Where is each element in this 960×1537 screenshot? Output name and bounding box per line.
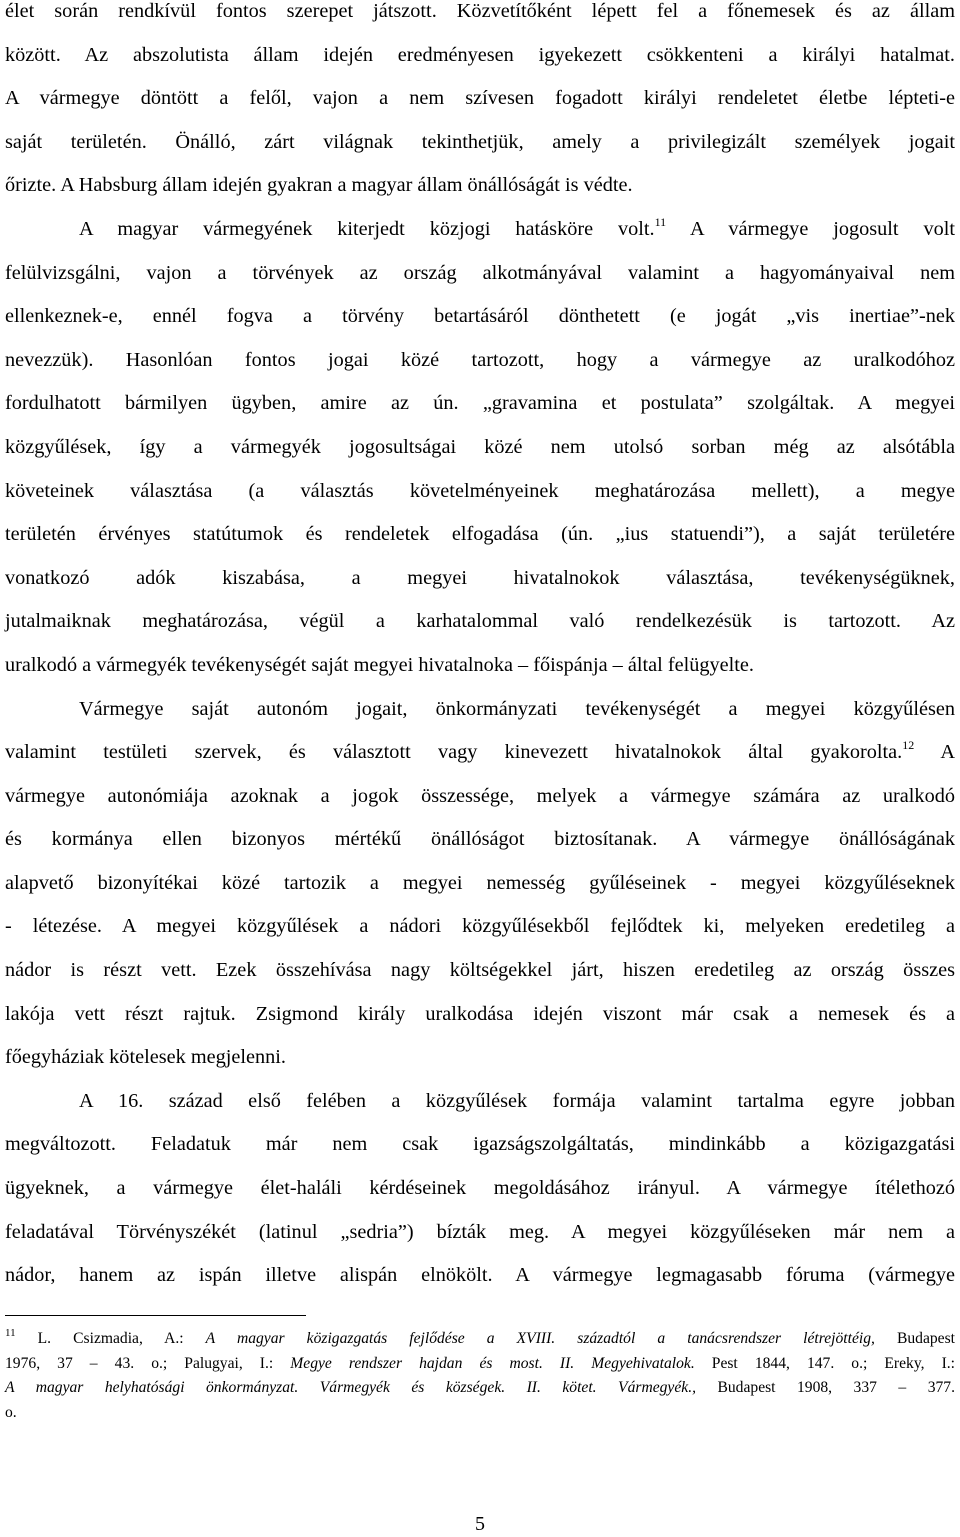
text-line: közgyűlések, így a vármegyék jogosultságai közé nem utolsó sorban még az alsótábla <box>5 435 955 458</box>
text-line: vonatkozó adók kiszabása, a megyei hivatalnokok választása, tevékenységüknek, <box>5 566 955 589</box>
footnote-line <box>5 1376 955 1401</box>
text-line: felülvizsgálni, vajon a törvények az ország alkotmányával valamint a hagyományaival nem <box>5 261 955 284</box>
footnote-title: A magyar közigazgatás fejlődése a XVIII. századtól a tanácsrendszer létrejöttéig, <box>205 1330 875 1347</box>
footnote-line: o. <box>5 1403 17 1421</box>
text-line: vármegye autonómiája azoknak a jogok összessége, melyek a vármegye számára az uralkodó <box>5 784 955 807</box>
text-line: A 16. század első felében a közgyűlések formája valamint tartalma egyre jobban <box>79 1089 955 1112</box>
footnote-text: L. Csizmadia, A.: <box>15 1330 206 1347</box>
text-line <box>5 208 955 252</box>
footnote-line <box>5 1352 955 1377</box>
paragraph-1 <box>5 0 955 208</box>
paragraph-4 <box>5 1080 955 1298</box>
footnote-title: A magyar helyhatósági önkormányzat. Vármegyék és községek. II. kötet. Vármegyék., <box>5 1379 696 1396</box>
text-line: Vármegye saját autonóm jogait, önkormányzati tevékenységét a megyei közgyűlésen <box>79 697 955 720</box>
text-line: nevezzük). Hasonlóan fontos jogai közé tartozott, hogy a vármegye az uralkodóhoz <box>5 348 955 371</box>
text-line: őrizte. A Habsburg állam idején gyakran a magyar állam önállóságát is védte. <box>5 174 633 197</box>
text-line: feladatával Törvényszékét (latinul „sedria”) bízták meg. A megyei közgyűléseken már nem a <box>5 1220 955 1243</box>
paragraph-2 <box>5 208 955 688</box>
document-page <box>5 0 955 1537</box>
text-line: élet során rendkívül fontos szerepet játszott. Közvetítőként lépett fel a főnemesek és az állam <box>5 0 955 22</box>
text-segment: A magyar vármegyének kiterjedt közjogi hatásköre volt. <box>79 217 655 240</box>
text-line: lakója vett részt rajtuk. Zsigmond király uralkodása idején viszont már csak a nemesek és a <box>5 1002 955 1025</box>
footnote-line <box>5 1327 955 1352</box>
footnote-reference-11[interactable]: 11 <box>654 214 667 229</box>
text-line: főegyháziak kötelesek megjelenni. <box>5 1046 287 1069</box>
text-line: követeinek választása (a választás követelményeinek meghatározása mellett), a megye <box>5 479 955 502</box>
text-line: - létezése. A megyei közgyűlések a nádori közgyűlésekből fejlődtek ki, melyeken eredetileg a <box>5 915 955 938</box>
text-line: között. Az abszolutista állam idején eredményesen igyekezett csökkenteni a királyi hatalmat. <box>5 43 955 66</box>
text-line: fordulhatott bármilyen ügyben, amire az ún. „gravamina et postulata” szolgáltak. A megyei <box>5 392 955 415</box>
text-line <box>5 731 955 775</box>
footnote-separator <box>5 1315 306 1316</box>
text-line: saját területén. Önálló, zárt világnak tekinthetjük, amely a privilegizált személyek jogait <box>5 130 955 153</box>
text-line: jutalmaiknak meghatározása, végül a karhatalommal való rendelkezésük is tartozott. Az <box>5 610 955 633</box>
text-segment: A <box>914 741 955 764</box>
text-line: uralkodó a vármegyék tevékenységét saját megyei hivatalnoka – főispánja – által felügyelte. <box>5 653 754 676</box>
text-line: és kormánya ellen bizonyos mértékű önállóságot biztosítanak. A vármegye önállóságának <box>5 828 955 851</box>
text-segment: valamint testületi szervek, és választott vagy kinevezett hivatalnokok által gyakorolta. <box>5 741 903 764</box>
footnote-11 <box>5 1327 955 1425</box>
text-segment: A vármegye jogosult volt <box>666 217 955 240</box>
text-line: területén érvényes statútumok és rendeletek elfogadása (ún. „ius statuendi”), a saját területére <box>5 523 955 546</box>
text-line: ellenkeznek-e, ennél fogva a törvény betartásáról dönthetett (e jogát „vis inertiae”-nek <box>5 305 955 328</box>
footnote-text: Pest 1844, 147. o.; Ereky, I.: <box>694 1354 955 1372</box>
text-line: A vármegye döntött a felől, vajon a nem szívesen fogadott királyi rendeletet életbe lépteti-e <box>5 87 955 110</box>
footnote-number: 11 <box>5 1327 16 1339</box>
footnote-title: Megye rendszer hajdan és most. II. Megyehivatalok. <box>290 1354 695 1372</box>
footnote-text: Budapest 1908, 337 – 377. <box>696 1379 955 1396</box>
footnote-text: Budapest <box>874 1330 955 1347</box>
paragraph-3 <box>5 688 955 1080</box>
text-line: nádor, hanem az ispán illetve alispán elnökölt. A vármegye legmagasabb fóruma (vármegye <box>5 1264 955 1287</box>
page-number: 5 <box>475 1513 485 1535</box>
text-line: alapvető bizonyítékai közé tartozik a megyei nemesség gyűléseinek - megyei közgyűléseknek <box>5 871 955 894</box>
text-line: ügyeknek, a vármegye élet-haláli kérdéseinek megoldásához irányul. A vármegye ítélethozó <box>5 1177 955 1200</box>
text-line: megváltozott. Feladatuk már nem csak igazságszolgáltatás, mindinkább a közigazgatási <box>5 1133 955 1156</box>
footnote-reference-12[interactable]: 12 <box>902 738 915 753</box>
footnote-text: 1976, 37 – 43. o.; Palugyai, I.: <box>5 1354 291 1372</box>
text-line: nádor is részt vett. Ezek összehívása nagy költségekkel járt, hiszen eredetileg az ország összes <box>5 959 955 982</box>
